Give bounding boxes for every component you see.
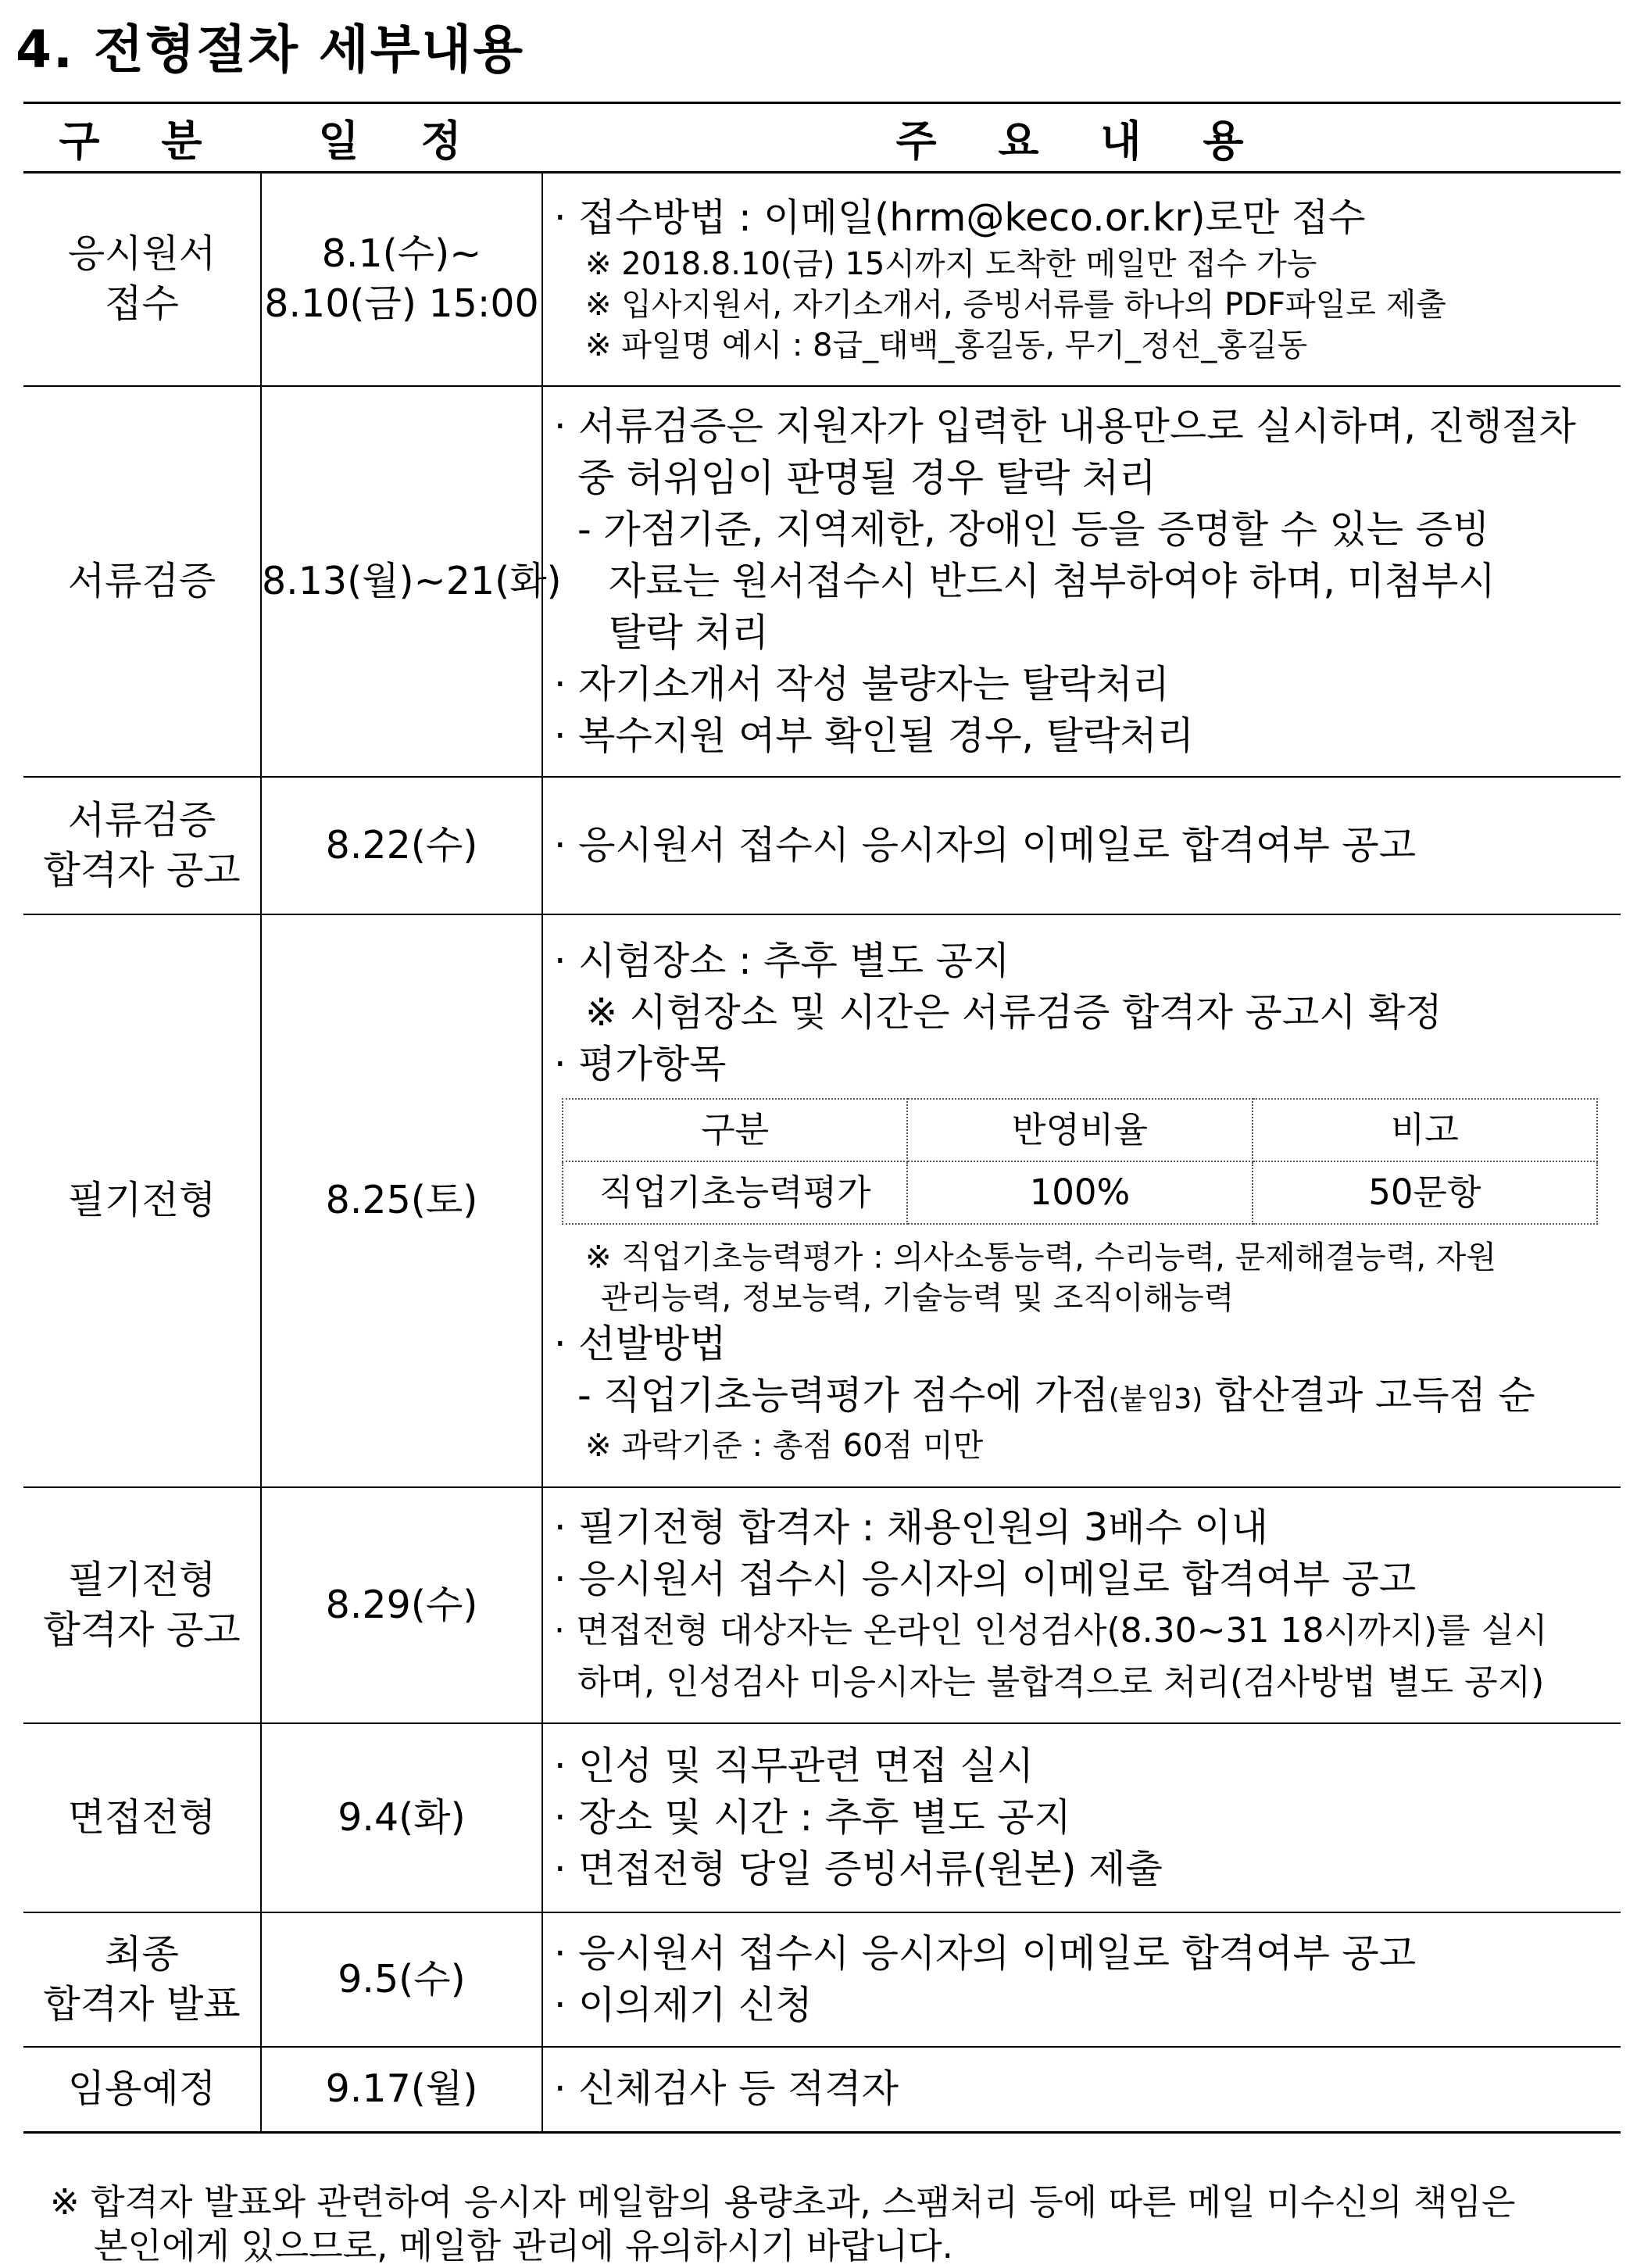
table-row-document-review bbox=[23, 386, 1621, 777]
content-line: · 면접전형 당일 증빙서류(원본) 제출 bbox=[554, 1846, 1163, 1891]
content-line: · 복수지원 여부 확인될 경우, 탈락처리 bbox=[554, 713, 1195, 758]
content-line: · 장소 및 시간 : 추후 별도 공지 bbox=[554, 1794, 1071, 1840]
row-content bbox=[542, 173, 1621, 386]
label-line: 면접전형 bbox=[67, 1794, 216, 1840]
content-note: ※ 시험장소 및 시간은 서류검증 합격자 공고시 확정 bbox=[585, 989, 1442, 1035]
label-line: 접수 bbox=[105, 281, 179, 327]
label-line: 최종 bbox=[105, 1931, 179, 1976]
eval-cell-ratio: 100% bbox=[907, 1161, 1252, 1224]
table-row-written-test bbox=[23, 914, 1621, 1487]
date-line: 8.25(토) bbox=[325, 1178, 478, 1222]
date-line: 8.29(수) bbox=[325, 1582, 478, 1627]
date-line: 8.10(금) 15:00 bbox=[264, 281, 539, 327]
date-line: 9.5(수) bbox=[338, 1956, 466, 2001]
date-line: 9.4(화) bbox=[338, 1794, 466, 1840]
row-label bbox=[23, 173, 261, 386]
row-content bbox=[542, 1723, 1621, 1912]
content-text: 합산결과 고득점 순 bbox=[1203, 1372, 1535, 1418]
content-line: · 자기소개서 작성 불량자는 탈락처리 bbox=[554, 661, 1170, 707]
content-line: · 신체검사 등 적격자 bbox=[554, 2066, 899, 2112]
content-note: ※ 입사지원서, 자기소개서, 증빙서류를 하나의 PDF파일로 제출 bbox=[585, 287, 1446, 324]
label-line: 필기전형 bbox=[67, 1178, 216, 1222]
content-line: 자료는 원서접수시 반드시 첨부하여야 하며, 미첨부시 bbox=[609, 558, 1496, 603]
footnote-line: 본인에게 있으므로, 메일함 관리에 유의하시기 바랍니다. bbox=[94, 2225, 953, 2266]
row-label bbox=[23, 386, 261, 777]
row-label bbox=[23, 777, 261, 914]
content-line: 하며, 인성검사 미응시자는 불합격으로 처리(검사방법 별도 공지) bbox=[577, 1662, 1545, 1702]
row-label bbox=[23, 914, 261, 1487]
row-label bbox=[23, 1723, 261, 1912]
content-text: - 직업기초능력평가 점수에 가점 bbox=[577, 1372, 1109, 1418]
label-line: 합격자 공고 bbox=[43, 847, 241, 893]
date-line: 9.17(월) bbox=[325, 2066, 478, 2112]
row-date bbox=[261, 1912, 542, 2047]
row-date bbox=[261, 1723, 542, 1912]
eval-cell-category: 직업기초능력평가 bbox=[563, 1161, 907, 1224]
evaluation-header-row bbox=[563, 1099, 1597, 1161]
table-row-application bbox=[23, 173, 1621, 386]
content-note: ※ 과락기준 : 총점 60점 미만 bbox=[585, 1427, 984, 1464]
eval-header-category: 구분 bbox=[563, 1099, 907, 1161]
row-date bbox=[261, 386, 562, 777]
date-line: 8.22(수) bbox=[325, 822, 478, 867]
content-line: · 응시원서 접수시 응시자의 이메일로 합격여부 공고 bbox=[554, 1930, 1417, 1976]
content-note: ※ 2018.8.10(금) 15시까지 도착한 메일만 접수 가능 bbox=[585, 246, 1317, 283]
table-row-written-result bbox=[23, 1487, 1621, 1723]
label-line: 합격자 발표 bbox=[43, 1981, 241, 2027]
label-line: 임용예정 bbox=[67, 2066, 216, 2112]
table-row-appointment bbox=[23, 2047, 1621, 2133]
content-line: - 가점기준, 지역제한, 장애인 등을 증명할 수 있는 증빙 bbox=[577, 506, 1490, 552]
eval-cell-remark: 50문항 bbox=[1253, 1161, 1597, 1224]
content-line: · 평가항목 bbox=[554, 1041, 727, 1086]
footnote-line: ※ 합격자 발표와 관련하여 응시자 메일함의 용량초과, 스팸처리 등에 따른 메일 미수신의 책임은 bbox=[50, 2181, 1516, 2223]
content-line: · 인성 및 직무관련 면접 실시 bbox=[554, 1743, 1035, 1788]
eval-header-remark: 비고 bbox=[1253, 1099, 1597, 1161]
content-line: · 응시원서 접수시 응시자의 이메일로 합격여부 공고 bbox=[554, 822, 1417, 867]
label-line: 서류검증 bbox=[67, 558, 216, 603]
row-label bbox=[23, 2047, 261, 2133]
table-row-document-result bbox=[23, 777, 1621, 914]
content-line: · 이의제기 신청 bbox=[554, 1982, 813, 2027]
label-line: 응시원서 bbox=[67, 231, 216, 277]
content-line bbox=[554, 1370, 1606, 1426]
content-note: 관리능력, 정보능력, 기술능력 및 조직이해능력 bbox=[601, 1279, 1235, 1316]
date-line: 8.13(월)~21(화) bbox=[262, 558, 562, 603]
evaluation-row bbox=[563, 1161, 1597, 1224]
row-content bbox=[542, 386, 1621, 777]
eval-header-ratio: 반영비율 bbox=[907, 1099, 1252, 1161]
row-label bbox=[23, 1487, 261, 1723]
content-line: 탈락 처리 bbox=[609, 610, 769, 655]
date-line: 8.1(수)~ bbox=[321, 231, 482, 277]
label-line: 필기전형 bbox=[67, 1557, 216, 1602]
procedure-table bbox=[23, 102, 1621, 2134]
row-content bbox=[542, 1487, 1621, 1723]
row-label bbox=[23, 1912, 261, 2047]
row-content bbox=[542, 1912, 1621, 2047]
label-line: 합격자 공고 bbox=[43, 1607, 241, 1652]
content-sup: (붙임3) bbox=[1108, 1383, 1203, 1415]
content-line: · 접수방법 : 이메일(hrm@keco.or.kr)로만 접수 bbox=[554, 195, 1366, 241]
table-row-final-result bbox=[23, 1912, 1621, 2047]
row-date bbox=[261, 914, 542, 1487]
row-date bbox=[261, 173, 542, 386]
content-line: · 선발방법 bbox=[554, 1321, 727, 1366]
row-content bbox=[542, 777, 1621, 914]
table-header-row bbox=[23, 103, 1621, 173]
content-line: · 필기전형 합격자 : 채용인원의 3배수 이내 bbox=[554, 1504, 1269, 1550]
row-date bbox=[261, 1487, 542, 1723]
footnote bbox=[50, 2180, 1516, 2268]
header-content: 주 요 내 용 bbox=[542, 103, 1621, 173]
content-line: · 시험장소 : 추후 별도 공지 bbox=[554, 938, 1010, 983]
label-line: 서류검증 bbox=[67, 797, 216, 842]
row-content bbox=[542, 2047, 1621, 2133]
content-line: · 면접전형 대상자는 온라인 인성검사(8.30~31 18시까지)를 실시 bbox=[554, 1610, 1548, 1651]
row-content bbox=[542, 914, 1621, 1487]
content-line: 중 허위임이 판명될 경우 탈락 처리 bbox=[577, 455, 1156, 500]
page-title: 4. 전형절차 세부내용 bbox=[16, 20, 524, 80]
evaluation-table bbox=[562, 1098, 1598, 1225]
content-line: · 서류검증은 지원자가 입력한 내용만으로 실시하며, 진행절차 bbox=[554, 403, 1576, 449]
header-category: 구 분 bbox=[23, 103, 261, 173]
row-date bbox=[261, 777, 542, 914]
header-schedule: 일 정 bbox=[261, 103, 542, 173]
content-note: ※ 직업기초능력평가 : 의사소통능력, 수리능력, 문제해결능력, 자원 bbox=[585, 1239, 1497, 1275]
row-date bbox=[261, 2047, 542, 2133]
table-row-interview bbox=[23, 1723, 1621, 1912]
content-line: · 응시원서 접수시 응시자의 이메일로 합격여부 공고 bbox=[554, 1556, 1417, 1601]
content-note: ※ 파일명 예시 : 8급_태백_홍길동, 무기_정선_홍길동 bbox=[585, 327, 1308, 364]
